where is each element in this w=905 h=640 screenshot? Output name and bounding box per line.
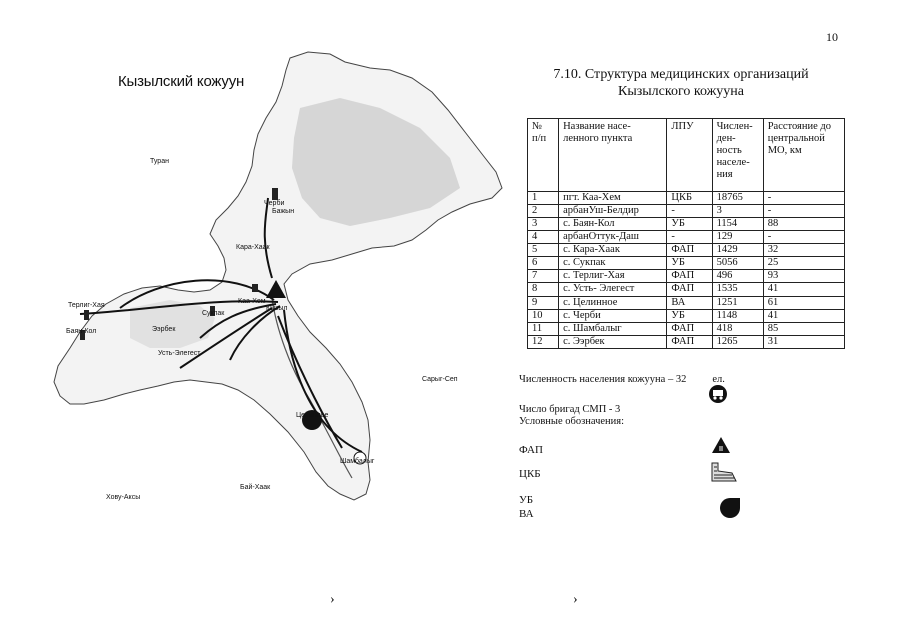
place-label: Бай-Хаак: [240, 484, 271, 491]
place-label: Туран: [150, 158, 169, 165]
table-row: 7 с. Терлиг-Хая ФАП 496 93: [528, 270, 845, 283]
place-label: Целинное: [296, 412, 329, 419]
place-label: Усть-Элегест: [158, 350, 201, 357]
table-row: 4 арбанОттук-Даш - 129 -: [528, 231, 845, 244]
place-label: Хову-Аксы: [106, 494, 141, 501]
table-row: 5 с. Кара-Хаак ФАП 1429 32: [528, 244, 845, 257]
legend-ub-label: УБ: [519, 494, 534, 506]
district-map: [40, 48, 518, 568]
building-marker: [84, 310, 89, 320]
legend-fap-label: ФАП: [519, 444, 543, 456]
header-name: Название насе- ленного пункта: [559, 119, 667, 192]
header-population: Числен- ден- ность населе- ния: [712, 119, 763, 192]
building-marker: [252, 284, 258, 292]
place-label: Ээрбек: [152, 326, 176, 333]
half-circle-icon: [718, 496, 742, 520]
table-row: 1 пгт. Каа-Хем ЦКБ 18765 -: [528, 192, 845, 205]
medical-organizations-table: [527, 118, 845, 349]
place-label: Черби: [264, 200, 285, 207]
ambulance-icon: [708, 384, 728, 404]
section-heading: [520, 66, 842, 100]
header-lpu: ЛПУ: [667, 119, 712, 192]
heading-line-1: 7.10. Структура медицинских организаций: [553, 67, 809, 82]
population-line: [519, 374, 725, 385]
table-row: 11 с. Шамбалыг ФАП 418 85: [528, 322, 845, 335]
table-row: 8 с. Усть- Элегест ФАП 1535 41: [528, 283, 845, 296]
brigades-text: Число бригад СМП - 3: [519, 404, 621, 415]
table-row: 9 с. Целинное ВА 1251 61: [528, 296, 845, 309]
district-boundary: [54, 52, 502, 500]
place-label: Шамбалыг: [340, 458, 375, 465]
population-text-tail: ел.: [712, 374, 725, 385]
place-label: Сарыг-Сеп: [422, 376, 458, 383]
place-label: Кызыл: [266, 305, 288, 312]
map-title: Кызылский кожуун: [118, 73, 245, 90]
heading-line-2: Кызылского кожууна: [618, 84, 744, 99]
table-row: 12 с. Ээрбек ФАП 1265 31: [528, 335, 845, 348]
table-row: 10 с. Черби УБ 1148 41: [528, 309, 845, 322]
building-icon: [710, 461, 738, 483]
page-number: 10: [826, 30, 838, 44]
table-row: 3 с. Баян-Кол УБ 1154 88: [528, 218, 845, 231]
population-text: Численность населения кожууна – 32: [519, 374, 687, 385]
place-label: Сукпак: [202, 310, 225, 317]
scan-mark: ›: [573, 592, 578, 607]
legend-tskb-label: ЦКБ: [519, 468, 541, 480]
header-distance: Расстояние до центральной МО, км: [763, 119, 844, 192]
legend-title: Условные обозначения:: [519, 416, 625, 427]
header-num: № п/п: [528, 119, 559, 192]
legend-va-label: ВА: [519, 508, 534, 520]
place-label: Баян-Кол: [66, 328, 97, 335]
building-marker: [272, 188, 278, 200]
triangle-icon: [711, 436, 731, 454]
place-label: Кара-Хаак: [236, 244, 270, 251]
table-row: 6 с. Сукпак УБ 5056 25: [528, 257, 845, 270]
place-label: Терлиг-Хая: [68, 302, 105, 309]
place-label: Бажын: [272, 208, 295, 215]
scan-mark: ›: [330, 592, 335, 607]
table-header-row: [528, 119, 845, 192]
place-label: Каа-Хем: [238, 298, 266, 305]
table-row: 2 арбанУш-Белдир - 3 -: [528, 205, 845, 218]
